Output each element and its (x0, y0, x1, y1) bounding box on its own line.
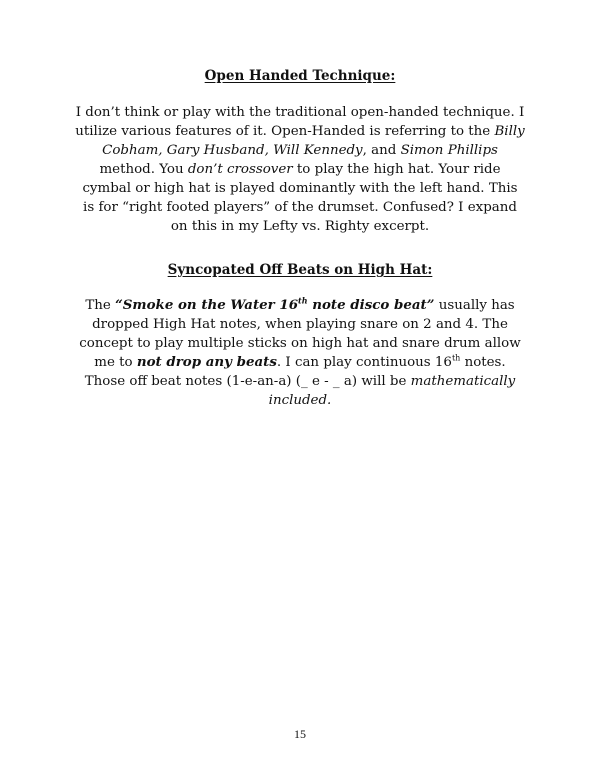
math-emphasis: mathematically included. (268, 374, 516, 408)
page-number: 15 (294, 727, 306, 741)
paragraph-syncopated (75, 296, 525, 410)
song-title-a: “Smoke on the Water 16 (115, 297, 299, 313)
section-heading-syncopated: Syncopated Off Beats on High Hat: (167, 262, 433, 278)
text-run: , and (362, 143, 401, 158)
text-run: . I can play continuous 16 (276, 355, 452, 370)
text-run: method. You (99, 162, 188, 177)
section-heading-open-handed: Open Handed Technique: (204, 68, 396, 84)
text-run: to play the high hat. Your ride cymbal or high hat is played dominantly with the left hand. This is for “right footed players” of the drumset. Confused? I expand on this in my Lefty vs. Righty excerpt. (82, 162, 518, 234)
text-run: usually has dropped High Hat notes, when playing snare on 2 and 4. The concept to play multiple sticks on high hat and snare drum allow me to (79, 298, 521, 370)
superscript: th (451, 353, 461, 363)
no-drop-emphasis: not drop any beats (136, 354, 277, 370)
text-run: I don’t think or play with the traditional open-handed technique. I utilize various features of it. Open-Handed is referring to the (75, 105, 525, 139)
crossover-emphasis: don’t crossover (187, 162, 293, 177)
drummer-name-simon: Simon Phillips (400, 143, 498, 158)
superscript: th (298, 295, 308, 306)
text-run: notes. Those off beat notes (1-e-an-a) (_ e - _ a) will be (84, 355, 506, 389)
text-run: The (85, 298, 116, 313)
drummer-names: Billy Cobham, Gary Husband, Will Kennedy (102, 124, 525, 158)
paragraph-open-handed (75, 103, 525, 236)
song-title-b: note disco beat” (307, 297, 435, 313)
